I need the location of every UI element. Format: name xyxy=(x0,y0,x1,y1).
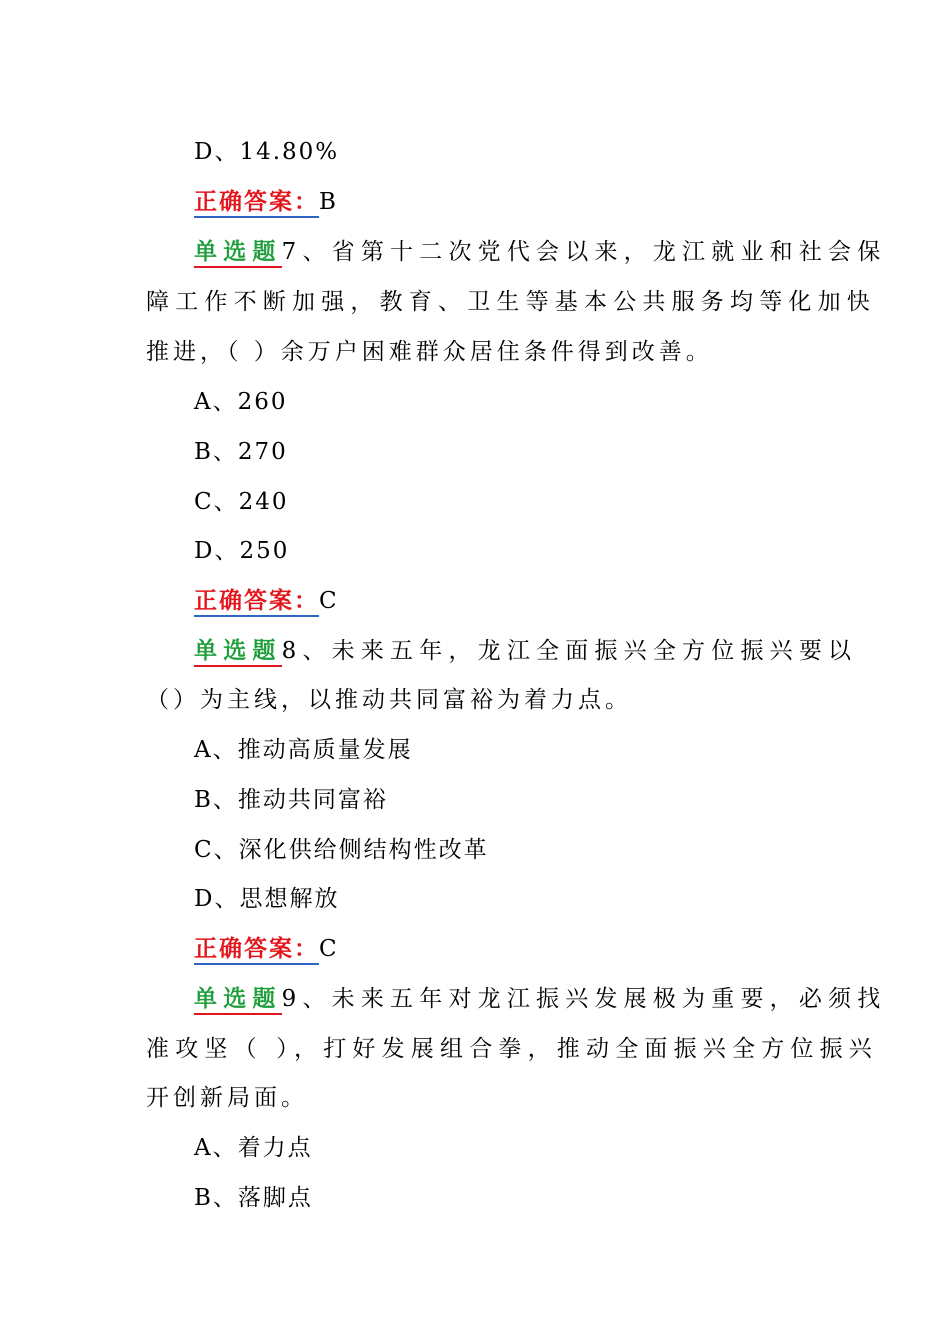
answer-label: 正确答案： xyxy=(194,935,319,965)
option-b-q7: B、270 xyxy=(194,439,288,465)
question-type-label: 单选题 xyxy=(194,637,282,667)
answer-value: B xyxy=(319,189,338,215)
option-a-q9: A、着力点 xyxy=(194,1135,313,1161)
question-7-line-2: 障工作不断加强，教育、卫生等基本公共服务均等化加快 xyxy=(146,289,876,315)
option-a-q7: A、260 xyxy=(194,389,288,415)
question-9-line-1 xyxy=(194,983,887,1015)
question-8-line-2: （）为主线，以推动共同富裕为着力点。 xyxy=(146,687,632,713)
question-type-label: 单选题 xyxy=(194,238,282,268)
question-7-line-3: 推进，（ ）余万户困难群众居住条件得到改善。 xyxy=(146,339,713,365)
question-type-label: 单选题 xyxy=(194,985,282,1015)
answer-value: C xyxy=(319,936,339,962)
option-b-q9: B、落脚点 xyxy=(194,1185,313,1211)
question-9-line-2: 准攻坚（ ），打好发展组合拳，推动全面振兴全方位振兴 xyxy=(146,1036,879,1062)
option-a-q8: A、推动高质量发展 xyxy=(194,737,413,763)
option-c-q8: C、深化供给侧结构性改革 xyxy=(194,837,489,863)
question-text: 9、未来五年对龙江振兴发展极为重要，必须找 xyxy=(281,986,887,1012)
answer-label: 正确答案： xyxy=(194,587,319,617)
answer-value: C xyxy=(319,588,339,614)
answer-line-q7 xyxy=(194,585,854,617)
option-c-q7: C、240 xyxy=(194,489,289,515)
option-d-q6: D、14.80% xyxy=(194,139,340,165)
question-9-line-3: 开创新局面。 xyxy=(146,1085,308,1111)
question-8-line-1 xyxy=(194,635,858,667)
question-text: 7、省第十二次党代会以来，龙江就业和社会保 xyxy=(281,239,887,265)
question-7-line-1 xyxy=(194,236,887,268)
question-text: 8、未来五年，龙江全面振兴全方位振兴要以 xyxy=(281,638,858,664)
option-d-q8: D、思想解放 xyxy=(194,886,340,912)
option-b-q8: B、推动共同富裕 xyxy=(194,787,388,813)
answer-line-q8 xyxy=(194,933,854,965)
answer-line-q6 xyxy=(194,186,854,218)
answer-label: 正确答案： xyxy=(194,188,319,218)
option-d-q7: D、250 xyxy=(194,538,290,564)
